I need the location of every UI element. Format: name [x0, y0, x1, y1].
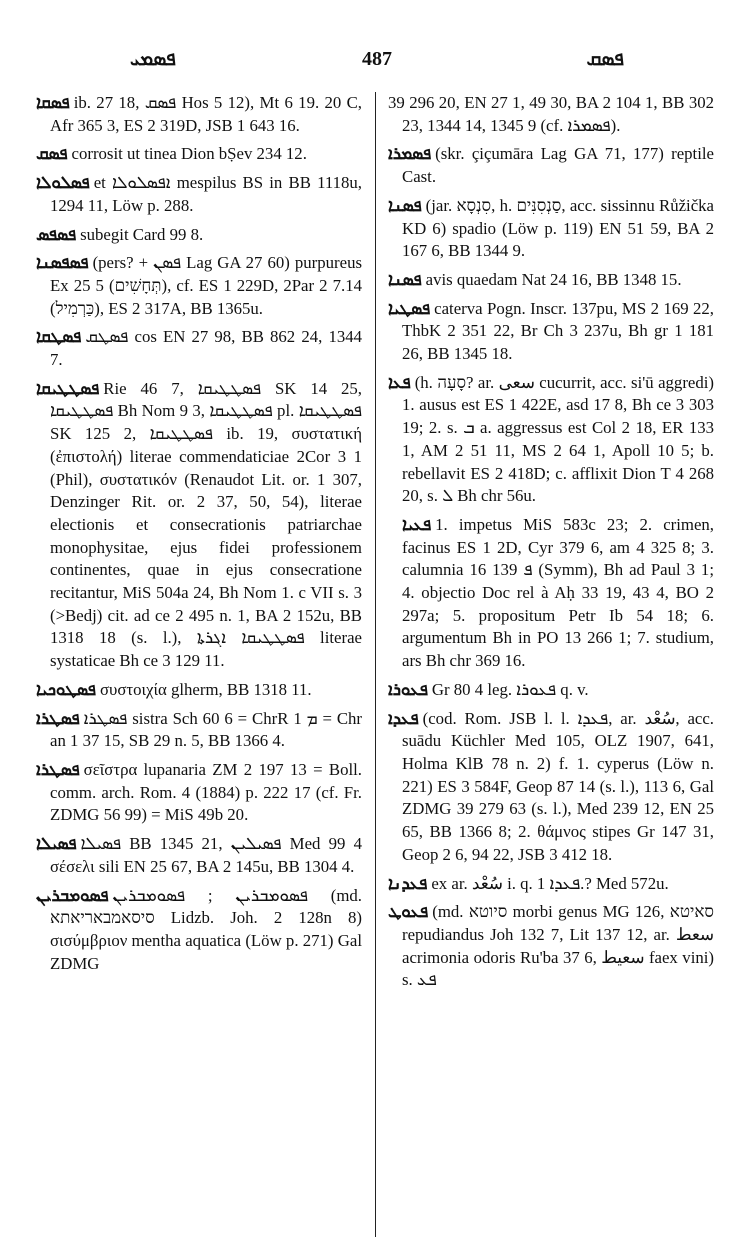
entry-headword: ܦܣܦܣ [36, 224, 77, 244]
entry-headword: ܦܣܛܩܐ [36, 327, 82, 347]
entry-text: ܦܣܛܩ cos EN 27 98, BB 862 24, 1344 7. [50, 327, 362, 370]
dictionary-entry [388, 143, 714, 188]
entry-text: subegit Card 99 8. [80, 224, 204, 244]
entry-headword: ܦܣܛܝܐ [388, 298, 431, 318]
entry-text: (jar. סִנְסָא, h. סַנְסִנִּים, acc. sissinnu Růžička KD 6) spadio (Löw p. 119) EN 51 59, BA 2 167 6, BB 1344 9. [402, 195, 714, 261]
column-divider [375, 92, 376, 1237]
entry-headword: ܦܣܛܪܐ [36, 708, 80, 728]
entry-headword: ܦܣܦܣܢܐ [36, 253, 89, 273]
entry-headword: ܦܣܠܘܠܐ [36, 173, 90, 193]
entry-headword: ܦܣܝܠܐ [36, 834, 77, 854]
entry-text: caterva Pogn. Inscr. 137pu, MS 2 169 22, ThbK 2 351 22, Br Ch 3 237u, Bh gr 1 181 26, BB 1345 18. [402, 298, 714, 364]
entry-text: ܦܣܝܠܐ BB 1345 21, ܦܣܝܠܝܢ Med 99 4 σέσελι sili EN 25 67, BA 2 145u, BB 1304 4. [50, 834, 362, 876]
entry-text: σεῖστρα lupanaria ZM 2 197 13 = Boll. comm. arch. Rom. 4 (1884) p. 222 17 (cf. Fr. ZDMG 56 99) = MiS 49b 20. [50, 759, 362, 825]
entry-headword: ܦܣܩ [36, 144, 68, 164]
dictionary-entry [388, 708, 714, 867]
dictionary-entry [36, 708, 362, 753]
dictionary-entry [388, 679, 714, 702]
dictionary-entry [36, 679, 362, 702]
dictionary-entry [36, 143, 362, 166]
page-header [32, 48, 722, 74]
entry-headword: ܦܣܛܪܐ [36, 759, 80, 779]
dictionary-entry [36, 172, 362, 217]
entry-text: (md. סיוטא morbi genus MG 126, סאיטא repudiandus Joh 132 7, Lit 137 12, ar. سعط acrimonia odoris Ru'ba 37 6, سعيط faex vini) s. ܦܥ [402, 902, 714, 990]
left-column [36, 92, 362, 1242]
entry-text: 1. impetus MiS 583c 23; 2. crimen, facinus ES 1 2D, Cyr 379 6, am 4 325 8; 3. calumnia ܦ 139 16 (Symm), Bh ad Paul 3 1; 4. objectio Doc rel à Aḥ 33 19, 43 4, BO 2 297a; 5. propositum Petr Ib 54 18; 6. argumentum Bh in PO 13 266 1; 7. studium, ars Bh chr 369 16. [402, 514, 714, 671]
entry-text: et ܐܦܣܠܘܠܐ mespilus BS in BB 1118u, 1294 11, Löw p. 288. [50, 173, 362, 215]
entry-headword: ܦܣܘܡܒܪܝܢ [36, 885, 109, 905]
entry-text: (pers? + ܦܣܢ Lag GA 27 60) purpureus Ex 25 5 (תְּחָשִׁים), cf. ES 1 229D, 2Par 2 7.14 (כַּרְמִיל), ES 2 317A, BB 1365u. [50, 253, 362, 318]
dictionary-entry [36, 759, 362, 827]
dictionary-entry [388, 372, 714, 508]
dictionary-entry [388, 92, 714, 137]
entry-text: ܦܣܘܡܒܪܝܢ ; ܦܣܘܡܒܪܝܢ (md. סיסאמבאריאתא Lidzb. Joh. 2 128n 8) σισύμβριον mentha aquatica (Löw p. 271) Gal ZDMG [50, 885, 362, 973]
dictionary-entry [36, 378, 362, 673]
dictionary-entry [36, 92, 362, 137]
entry-headword: ܦܥܘܪܐ [388, 679, 428, 699]
right-column [388, 92, 714, 1242]
entry-headword: ܦܥܝܐ [402, 514, 432, 534]
entry-text: (cod. Rom. JSB l. l. ܦܥܕܐ, ar. سُعْد, acc. suādu Küchler Med 105, OLZ 1907, 641, Holma KlB 78 n. 2) f. 1. cyperus (Löw n. 221) ES 3 584F, Geop 87 14 (s. l.), 113 6, Gal ZDMG 39 279 63 (s. l.), Med 239 12, EN 25 65, BB 1366 8; 2. θάμνος stipes Gr 147 31, Geop 2 6, 94 22, JSB 3 412 18. [402, 708, 714, 864]
entry-text: 39 296 20, EN 27 1, 49 30, BA 2 104 1, BB 302 23, 1344 14, 1345 9 (cf. ܦܣܡܪܐ). [388, 93, 714, 135]
entry-text: συστοιχία glherm, BB 1318 11. [99, 679, 312, 699]
dictionary-entry [388, 873, 714, 896]
entry-headword: ܦܣܛܛܝܩܐ [36, 378, 100, 398]
entry-text: ܦܣܛܪܐ sistra Sch 60 6 = ChrR ܡ 1 = Chr an 1 37 15, SB 29 n. 5, BB 1366 4. [50, 708, 362, 751]
entry-text: Gr 80 4 leg. ܦܥܘܪܐ q. v. [431, 679, 589, 699]
dictionary-entry [388, 298, 714, 366]
entry-headword: ܦܣܢܐ [388, 195, 422, 215]
entry-headword: ܦܥܐ [388, 372, 411, 392]
entry-text: Rie 46 7, ܦܣܛܛܝܩܐ SK 14 25, ܦܣܛܛܝܩܐ Bh Nom 9 3, ܦܣܛܛܝܩܐ pl. ܦܣܛܛܝܩܐ SK 125 2, ܦܣܛܛܝܩܐ ib. 19, συστατική (ἐπιστολή) literae commendaticiae 2Cor 3 1 (Phil), συστατικόν (Renaudot Lit. or. 1 307, Denzinger Rit. or. 2 37, 50, 54), literae electionis et consecrationis patriarchae monophysitae, ejus fidei professionem continentes, quae in ejus consecratione recitantur, MiS 504a 24, Bh Nom 1. c VII s. 3 (>Bedj) cit. ad ce 2 495 n. 1, BA 2 152u, BB 1318 18 (s. l.), ܦܣܛܛܝܩܐ ܐܓܪܬܐ literae systaticae Bh ce 3 129 11. [50, 378, 362, 671]
entry-text: (h. סָעָה? ar. سعى cucurrit, acc. si'ū aggredi) 1. ausus est ES 1 422E, asd 17 8, Bh ce 3 303 19; 2. s. ܒ a. aggressus est Col 2 18, ER 133 1, AM 2 51 11, MS 2 64 1, Apoll 10 5; b. rebellavit ES 2 418D; c. afflixit Dion T 4 268 20, s. ܠ Bh chr 56u. [402, 372, 714, 506]
dictionary-entry [36, 252, 362, 320]
page-number: 487 [362, 48, 392, 70]
entry-headword: ܦܣܢܐ [388, 269, 422, 289]
entry-headword: ܦܣܡܪܐ [388, 144, 432, 164]
entry-text: corrosit ut tinea Dion bṢev 234 12. [71, 144, 307, 164]
running-head-left: ܦܣܡܝ [130, 48, 176, 70]
running-head-right: ܦܣܩ [586, 48, 624, 70]
dictionary-entry [36, 885, 362, 976]
dictionary-entry [388, 269, 714, 292]
dictionary-entry [388, 195, 714, 263]
entry-headword: ܦܣܩܐ [36, 93, 70, 112]
entry-headword: ܦܣܛܘܟܝܐ [36, 679, 96, 699]
entry-text: (skr. çiçumāra Lag GA 71, 177) reptile Cast. [402, 144, 714, 187]
entry-headword: ܦܥܕܐ [388, 708, 419, 728]
dictionary-entry [36, 224, 362, 247]
entry-headword: ܦܥܘܛ [388, 902, 429, 922]
dictionary-entry [36, 833, 362, 878]
dictionary-entry [36, 326, 362, 371]
entry-headword: ܦܥܕܢܐ [388, 873, 428, 893]
entry-text: ib. 27 18, ܦܣܩ Hos 5 12), Mt 6 19. 20 C, Afr 365 3, ES 2 319D, JSB 1 643 16. [50, 93, 362, 135]
dictionary-entry [388, 901, 714, 992]
entry-text: ex ar. سُعْد i. q. ܦܥܕܐ 1.? Med 572u. [431, 873, 669, 893]
entry-text: avis quaedam Nat 24 16, BB 1348 15. [425, 269, 682, 289]
dictionary-entry [388, 514, 714, 673]
